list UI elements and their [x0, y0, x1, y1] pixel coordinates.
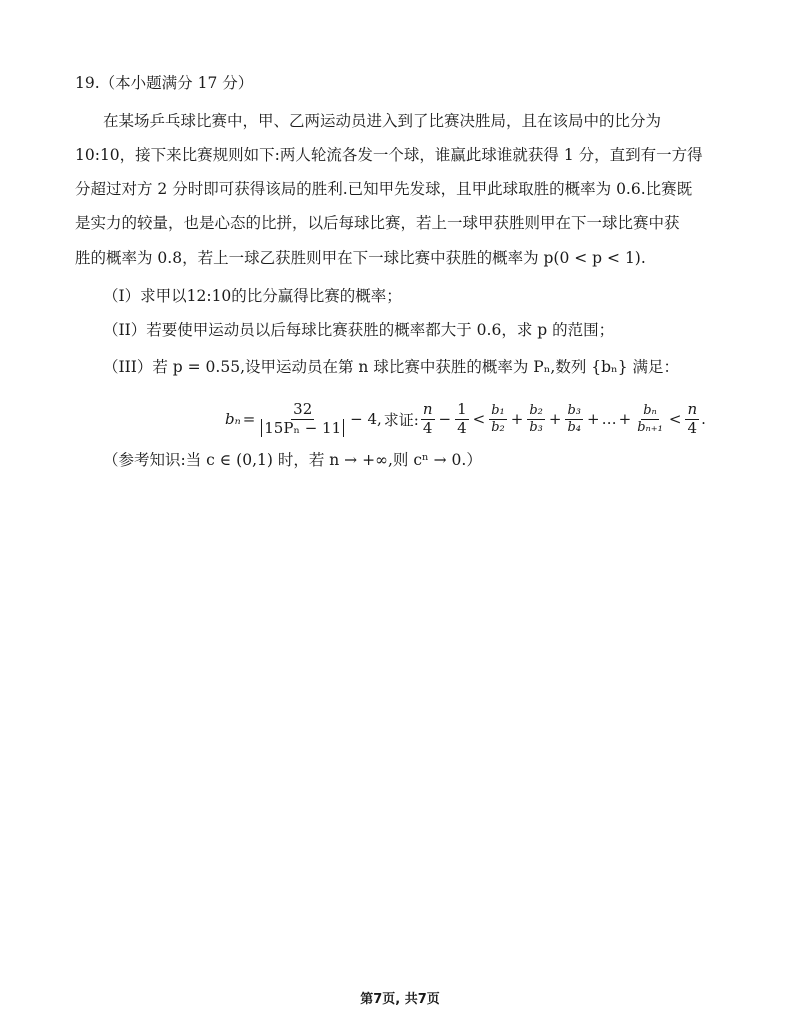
- part-2-question: （II）若要使甲运动员以后每球比赛获胜的概率都大于 0.6，求 p 的范围；: [103, 321, 615, 339]
- frac-n-over-4-left: $\frac{n}{4}$: [422, 399, 433, 437]
- problem-header: 19.（本小题满分 17 分）: [75, 74, 254, 92]
- frac-b1-over-b2: $\frac{\text{b₁}}{\text{b₂}}$: [491, 402, 505, 435]
- problem-body-line-5: 胜的概率为 0.8，若上一球乙获胜则甲在下一球比赛中获胜的概率为 p(0 < p < 1).: [75, 249, 646, 267]
- formula-numerator: 32: [293, 399, 313, 418]
- formula-main-fraction: [259, 399, 346, 437]
- part-1-question: （I）求甲以12:10的比分赢得比赛的概率；: [103, 287, 402, 305]
- ellipsis: …: [601, 410, 617, 428]
- frac-b2-over-b3: $\frac{\text{b₂}}{\text{b₃}}$: [529, 402, 543, 435]
- formula-bn: bₙ: [225, 410, 241, 428]
- formula-equals: =: [242, 410, 256, 428]
- problem-body-line-2: 10:10，接下来比赛规则如下:两人轮流各发一个球，谁赢此球谁就获得 1 分，直到有一方得: [75, 146, 703, 164]
- frac-bn-over-bn1: $\frac{\text{bₙ}}{\text{bₙ₊₁}}$: [637, 402, 663, 435]
- formula-period: .: [701, 410, 706, 428]
- part-3-question: （III）若 p = 0.55,设甲运动员在第 n 球比赛中获胜的概率为 Pₙ,数列 {bₙ} 满足：: [103, 358, 680, 376]
- less-than-sign-2: <: [668, 410, 682, 428]
- problem-body-line-1: 在某场乒乓球比赛中，甲、乙两运动员进入到了比赛决胜局，且在该局中的比分为: [103, 112, 662, 130]
- formula-prove-label: 求证:: [383, 410, 419, 429]
- reference-note: （参考知识:当 c ∈ (0,1) 时，若 n → +∞,则 cⁿ → 0.）: [103, 451, 482, 469]
- frac-1-over-4: $\frac{1}{4}$: [457, 399, 467, 437]
- formula-abs-denominator: 15Pₙ − 11: [261, 419, 344, 437]
- page-footer: 第7页, 共7页: [360, 992, 440, 1007]
- sequence-formula: bₙ = $\frac{32}{\text{15Pₙ − 11}}$ − 4, 求证: $\frac{n}{4}$ − $\frac{1}{4}$ < $\frac{\text{b₁}}{\text{b₂}}$ + $\frac{\text{b₂}}{\text{b₃}}$ + $\frac{\text{b₃}}{\text{b₄}}$ + … + $\frac{\text{bₙ}}{\text{bₙ₊₁}}$ < $\frac{n}{4}$ .: [225, 399, 706, 437]
- frac-b3-over-b4: $\frac{\text{b₃}}{\text{b₄}}$: [567, 402, 582, 435]
- frac-n-over-4-right: $\frac{n}{4}$: [687, 399, 698, 437]
- problem-body-line-4: 是实力的较量，也是心态的比拼，以后每球比赛，若上一球甲获胜则甲在下一球比赛中获: [75, 214, 680, 232]
- problem-body-line-3: 分超过对方 2 分时即可获得该局的胜利.已知甲先发球，且甲此球取胜的概率为 0.6.比赛既: [75, 180, 693, 198]
- less-than-sign-1: <: [472, 410, 486, 428]
- formula-minus-four: − 4,: [350, 410, 382, 428]
